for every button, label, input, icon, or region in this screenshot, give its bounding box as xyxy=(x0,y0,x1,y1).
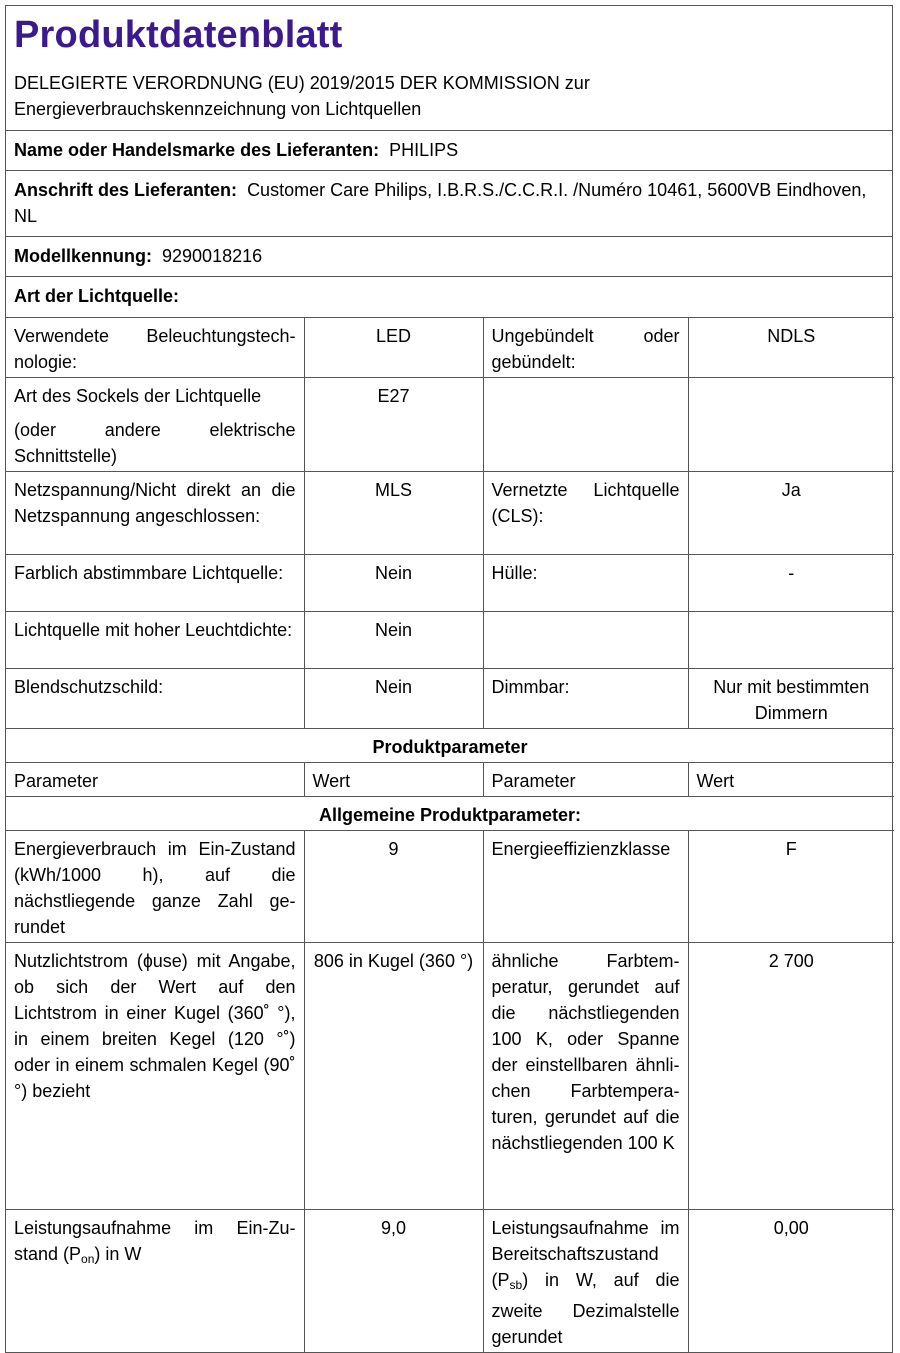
directional-label: Ungebündelt oder gebündelt: xyxy=(483,318,688,378)
energy-class-label: Energieeffizienzklasse xyxy=(483,831,688,943)
column-header-parameter-2: Parameter xyxy=(483,763,688,797)
energy-consumption-label: Energieverbrauch im Ein-Zustand (kWh/1000 h), auf die nächstliegende ganze Zahl gerundet xyxy=(6,831,304,943)
subtitle-line-2: Energieverbrauchskennzeichnung von Lichtquellen xyxy=(14,99,422,119)
product-parameters-heading: Produktparameter xyxy=(6,729,894,763)
anti-glare-label: Blendschutzschild: xyxy=(6,669,304,729)
supplier-address-value: Customer Care Philips, I.B.R.S./C.C.R.I. /Numéro 10461, 5600VB Eindhoven, NL xyxy=(14,180,867,226)
table-row xyxy=(6,729,894,763)
table-row xyxy=(6,555,894,612)
table-row xyxy=(6,378,894,472)
regulation-subtitle xyxy=(14,70,884,122)
table-row xyxy=(6,669,894,729)
dimmable-value: Nur mit bestimmten Dimmern xyxy=(688,669,894,729)
dimmable-label: Dimmbar: xyxy=(483,669,688,729)
supplier-name-row xyxy=(6,131,892,171)
envelope-value: - xyxy=(688,555,894,612)
empty-cell xyxy=(483,378,688,472)
light-source-type-table xyxy=(6,317,894,1352)
lighting-technology-value: LED xyxy=(304,318,483,378)
supplier-address-label: Anschrift des Lieferanten: xyxy=(14,180,238,200)
light-source-type-label: Art der Lichtquelle: xyxy=(14,286,180,306)
table-row xyxy=(6,1210,894,1353)
envelope-label: Hülle: xyxy=(483,555,688,612)
page-title: Produktdatenblatt xyxy=(14,14,343,56)
general-parameters-heading: Allgemeine Produktparameter: xyxy=(6,797,894,831)
subtitle-line-1: DELEGIERTE VERORDNUNG (EU) 2019/2015 DER KOMMISSION zur xyxy=(14,73,590,93)
standby-power-label: Leistungsaufnahme im Bereitschaftszustand $(P_{sb})$ in W, auf die zweite Dezimalstelle gerundet xyxy=(483,1210,688,1353)
header xyxy=(6,6,892,131)
on-mode-power-value: 9,0 xyxy=(304,1210,483,1353)
cap-type-value: E27 xyxy=(304,378,483,472)
light-source-type-row xyxy=(6,277,892,317)
table-row xyxy=(6,318,894,378)
table-row xyxy=(6,831,894,943)
table-row xyxy=(6,797,894,831)
luminous-flux-value: 806 in Kugel (360 °) xyxy=(304,943,483,1210)
colour-temperature-value: 2 700 xyxy=(688,943,894,1210)
on-mode-power-label: Leistungsaufnahme im Ein-Zustand $(P_{on})$ in W xyxy=(6,1210,304,1353)
empty-cell xyxy=(483,612,688,669)
cap-type-label-line: Art des Sockels der Lichtquelle xyxy=(14,386,262,406)
model-row xyxy=(6,237,892,277)
column-header-value-2: Wert xyxy=(688,763,894,797)
column-header-value: Wert xyxy=(304,763,483,797)
connected-label: Vernetzte Lichtquelle (CLS): xyxy=(483,472,688,555)
colour-temperature-label: ähnliche Farbtemperatur, gerundet auf die nächstliegenden 100 K, oder Spanne der einstellbaren ähnlichen Farbtemperaturen, gerundet auf die nächstliegenden 100 K xyxy=(483,943,688,1210)
empty-cell xyxy=(688,378,894,472)
supplier-address-row xyxy=(6,171,892,237)
lighting-technology-label: Verwendete Beleuchtungstechnologie: xyxy=(6,318,304,378)
product-data-sheet xyxy=(5,5,893,1353)
table-row xyxy=(6,472,894,555)
supplier-name-value: PHILIPS xyxy=(389,140,459,160)
anti-glare-value: Nein xyxy=(304,669,483,729)
model-label: Modellkennung: xyxy=(14,246,152,266)
empty-cell xyxy=(688,612,894,669)
supplier-name-label: Name oder Handelsmarke des Lieferanten: xyxy=(14,140,380,160)
model-value: 9290018216 xyxy=(162,246,263,266)
energy-consumption-value: 9 xyxy=(304,831,483,943)
cap-type-label-note: (oder andere elektrische Schnittstelle) xyxy=(14,420,296,466)
cap-type-label xyxy=(6,378,304,472)
mains-label: Netzspannung/Nicht direkt an die Netzspannung angeschlossen: xyxy=(6,472,304,555)
high-luminance-value: Nein xyxy=(304,612,483,669)
table-row xyxy=(6,612,894,669)
directional-value: NDLS xyxy=(688,318,894,378)
energy-class-value: F xyxy=(688,831,894,943)
column-header-parameter: Parameter xyxy=(6,763,304,797)
connected-value: Ja xyxy=(688,472,894,555)
high-luminance-label: Lichtquelle mit hoher Leuchtdichte: xyxy=(6,612,304,669)
colour-tuneable-label: Farblich abstimmbare Lichtquelle: xyxy=(6,555,304,612)
standby-power-value: 0,00 xyxy=(688,1210,894,1353)
colour-tuneable-value: Nein xyxy=(304,555,483,612)
mains-value: MLS xyxy=(304,472,483,555)
table-row xyxy=(6,943,894,1210)
luminous-flux-label: Nutzlichtstrom (ɸuse) mit Angabe, ob sich der Wert auf den Lichtstrom in einer Kugel (360˚ °), in einem breiten Kegel (120 °˚) oder in einem schmalen Kegel (90˚ °) bezieht xyxy=(6,943,304,1210)
table-header-row xyxy=(6,763,894,797)
